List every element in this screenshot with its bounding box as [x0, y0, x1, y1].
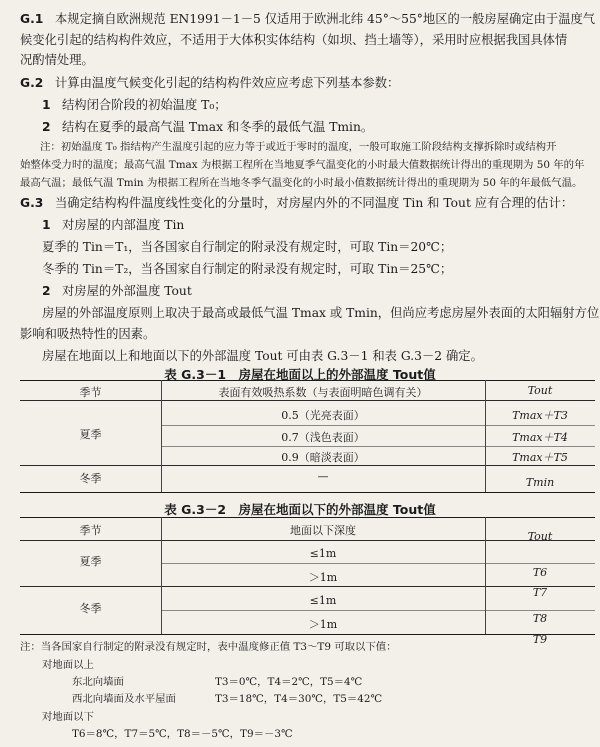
g3-item1-number: 1: [42, 218, 51, 232]
note-northwest-wall-values: T3＝18℃，T4＝30℃，T5＝42℃: [215, 693, 383, 705]
g2-text-line1: 计算由温度气候变化引起的结构构件效应应考虑下列基本参数：: [55, 76, 400, 90]
note-northeast-wall-label: 东北向墙面: [72, 676, 124, 688]
table2-row-rule: [161, 610, 595, 611]
table1-header-coefficient: 表面有效吸热系数（与表面明暗色调有关）: [218, 386, 428, 399]
table1-header-tout: Tout: [527, 384, 553, 397]
section-number-g2: G.2: [20, 76, 44, 90]
g2-item2-number: 2: [42, 120, 51, 134]
table2-row-rule: [161, 563, 595, 564]
table1-season-winter: 冬季: [79, 472, 102, 485]
table2-top-rule: [20, 517, 595, 518]
table2-season-winter: 冬季: [79, 602, 102, 615]
table1-tout-cell: Tmax＋T5: [512, 451, 568, 464]
g2-note-line2: 始整体受力时的温度；最高气温 Tmax 为根据工程所在当地夏季气温变化的小时最大值数据统计得出的重现期为 50 年的年: [20, 159, 585, 171]
g2-item1-number: 1: [42, 98, 51, 112]
g2-item2-text: 结构在夏季的最高气温 Tmax 和冬季的最低气温 Tmin。: [62, 120, 374, 134]
table1-title: 表 G.3－1 房屋在地面以上的外部温度 Tout值: [164, 367, 436, 382]
g3-winter-inner-temp: 冬季的 Tin＝T₂，当各国家自行制定的附录没有规定时，可取 Tin＝25℃；: [42, 262, 453, 276]
g3-item2-number: 2: [42, 284, 51, 298]
g1-text-line3: 况酌情处理。: [20, 53, 94, 67]
note-northeast-wall-values: T3＝0℃，T4＝2℃，T5＝4℃: [215, 676, 363, 688]
table1-winter-coef: —: [317, 470, 329, 483]
table2-header-season: 季节: [79, 524, 102, 537]
g3-exterior-line1: 房屋的外部温度原则上取决于最高或最低气温 Tmax 或 Tmin，但尚应考虑房屋外表面的太阳辐射方位: [42, 306, 600, 320]
table2-tout-cell: T8: [532, 612, 548, 625]
table1-tout-cell: Tmax＋T3: [512, 409, 568, 422]
note-northwest-wall-label: 西北向墙面及水平屋面: [72, 693, 176, 705]
table1-coef-cell: 0.9（暗淡表面）: [281, 451, 365, 464]
table1-bottom-rule: [20, 492, 595, 493]
g2-note-line1: 注：初始温度 T₀ 指结构产生温度引起的应力等于或近于零时的温度，一般可取施工阶段结构支撑拆除时或结构开: [40, 141, 557, 153]
table2-tout-cell: T7: [532, 586, 548, 599]
table2-depth-cell: ＞1m: [308, 571, 338, 584]
g3-item1-text: 对房屋的内部温度 Tin: [62, 218, 185, 232]
table2-depth-cell: ≤1m: [309, 594, 337, 607]
g3-exterior-line3: 房屋在地面以上和地面以下的外部温度 Tout 可由表 G.3－1 和表 G.3－2 确定。: [42, 349, 483, 363]
note-above-ground-label: 对地面以上: [42, 659, 94, 671]
g2-item1-text: 结构闭合阶段的初始温度 T₀；: [62, 98, 227, 112]
table1-coef-cell: 0.5（光亮表面）: [281, 409, 365, 422]
note-below-ground-label: 对地面以下: [42, 711, 94, 723]
g3-summer-inner-temp: 夏季的 Tin＝T₁，当各国家自行制定的附录没有规定时，可取 Tin＝20℃；: [42, 240, 453, 254]
g1-text-line2: 候变化引起的结构构件效应，不适用于大体积实体结构（如坝、挡土墙等），采用时应根据我国具体情: [20, 33, 568, 47]
table2-season-summer: 夏季: [79, 555, 102, 568]
table1-row-rule: [161, 425, 595, 426]
table-note-line1: 注：当各国家自行制定的附录没有规定时，表中温度修正值 T3～T9 可取以下值：: [20, 641, 397, 653]
table1-row-rule: [161, 446, 595, 447]
table2-title: 表 G.3－2 房屋在地面以下的外部温度 Tout值: [164, 502, 436, 517]
table1-coef-cell: 0.7（浅色表面）: [281, 431, 365, 444]
table2-depth-cell: ＞1m: [308, 618, 338, 631]
g3-text-line1: 当确定结构构件温度线性变化的分量时，对房屋内外的不同温度 Tin 和 Tout 应有合理的估计：: [55, 196, 574, 210]
section-number-g3: G.3: [20, 196, 44, 210]
table2-header-depth: 地面以下深度: [290, 524, 356, 537]
g1-text-line1: 本规定摘自欧洲规范 EN1991－1－5 仅适用于欧洲北纬 45°～55°地区的一般房屋确定由于温度气: [55, 12, 596, 26]
table2-depth-cell: ≤1m: [309, 547, 337, 560]
g2-note-line3: 最高气温；最低气温 Tmin 为根据工程所在当地冬季气温变化的小时最小值数据统计得出的重现期为 50 年的年最低气温。: [20, 177, 583, 189]
table1-header-season: 季节: [79, 386, 102, 399]
table1-header-rule: [20, 400, 595, 401]
note-below-ground-values: T6＝8℃，T7＝5℃，T8＝－5℃，T9＝－3℃: [72, 728, 293, 740]
g3-item2-text: 对房屋的外部温度 Tout: [62, 284, 192, 298]
table1-season-rule: [20, 465, 595, 466]
table2-header-tout: Tout: [527, 530, 553, 543]
section-number-g1: G.1: [20, 12, 44, 26]
g3-exterior-line2: 影响和吸热特性的因素。: [20, 327, 156, 341]
table1-winter-tout: Tmin: [525, 476, 555, 489]
table2-tout-cell: T6: [532, 566, 548, 579]
table2-tout-cell: T9: [532, 633, 548, 646]
table1-tout-cell: Tmax＋T4: [512, 431, 568, 444]
table1-season-summer: 夏季: [79, 428, 102, 441]
table1-top-rule: [20, 380, 595, 381]
